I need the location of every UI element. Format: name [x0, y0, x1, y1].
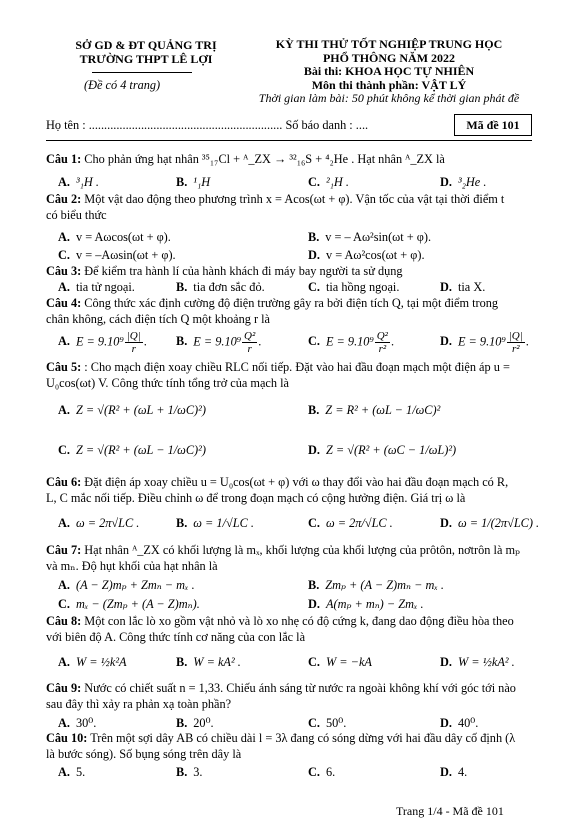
question-7: Câu 7: Hạt nhân ᴬ_ZX có khối lượng là mₓ, khối lượng của khối lượng của prôtôn, nơtrôn là mₚ và mₙ. Độ hụt khối của hạt nhân là	[46, 543, 520, 573]
candidate-name-field: Họ tên : ............................................................... Số báo danh : ....	[46, 118, 369, 132]
q2-option-a[interactable]: A. v = Aωcos(ωt + φ).	[58, 230, 171, 244]
q1-option-c[interactable]: C. ²₁H .	[308, 175, 349, 189]
page-footer: Trang 1/4 - Mã đề 101	[396, 804, 504, 818]
q4-option-a[interactable]: A. E = 9.10⁹ $\frac{|Q|}{r}$ .	[58, 330, 147, 355]
exam-title-2: PHỔ THÔNG NĂM 2022	[322, 50, 456, 65]
q5-option-b[interactable]: B. Z = R² + (ωL − 1/ωC)²	[308, 403, 441, 417]
question-number: Câu 1:	[46, 152, 82, 166]
q9-option-a[interactable]: A. 30⁰.	[58, 716, 97, 730]
exam-time: Thời gian làm bài: 50 phút không kể thời gian phát đề	[258, 91, 520, 106]
q10-option-b[interactable]: B. 3.	[176, 765, 203, 779]
q5-option-c[interactable]: C. Z = √(R² + (ωL − 1/ωC)²)	[58, 443, 206, 457]
q8-option-b[interactable]: B. W = kA² .	[176, 655, 241, 669]
q7-option-b[interactable]: B. Zmₚ + (A − Z)mₙ − mₓ .	[308, 578, 444, 592]
header-left	[46, 38, 246, 66]
q6-option-c[interactable]: C. ω = 2π/√LC .	[308, 516, 393, 530]
q6-option-a[interactable]: A. ω = 2π√LC .	[58, 516, 140, 530]
question-2: Câu 2: Một vật dao động theo phương trình x = Acos(ωt + φ). Vận tốc của vật tại thời điểm t có biểu thức	[46, 192, 505, 222]
q7-option-c[interactable]: C. mₓ − (Zmₚ + (A − Z)mₙ).	[58, 597, 200, 611]
q1-option-d[interactable]: D. ³₂He .	[440, 175, 487, 189]
q8-option-a[interactable]: A. W = ½k²A	[58, 655, 127, 669]
question-6: Câu 6: Đặt điện áp xoay chiều u = U₀cos(ωt + φ) với ω thay đổi vào hai đầu đoạn mạch có R, L, C mắc nối tiếp. Điều chỉnh ω để trong đoạn mạch có cộng hưởng điện. Giá trị ω là	[46, 475, 509, 505]
q1-option-b[interactable]: B. ¹₁H	[176, 175, 211, 189]
q5-option-d[interactable]: D. Z = √(R² + (ωC − 1/ωL)²)	[308, 443, 457, 457]
exam-title-1: KỲ THI THỬ TỐT NGHIỆP TRUNG HỌC	[275, 37, 503, 51]
exam-code-box: Mã đề 101	[454, 114, 532, 136]
q6-option-d[interactable]: D. ω = 1/(2π√LC) .	[440, 516, 540, 530]
q1-option-a[interactable]: A. ³₁H .	[58, 175, 99, 189]
q2-option-c[interactable]: C. v = –Aωsin(ωt + φ).	[58, 248, 176, 262]
question-10: Câu 10: Trên một sợi dây AB có chiều dài l = 3λ đang có sóng dừng với hai đầu dây cố định (λ là bước sóng). Số bụng sóng trên dây là	[46, 731, 516, 761]
q3-option-b[interactable]: B. tia đơn sắc đỏ.	[176, 280, 265, 294]
q2-option-b[interactable]: B. v = – Aω²sin(ωt + φ).	[308, 230, 432, 244]
q6-option-b[interactable]: B. ω = 1/√LC .	[176, 516, 254, 530]
question-9: Câu 9: Nước có chiết suất n = 1,33. Chiếu ánh sáng từ nước ra ngoài không khí với góc tới nào sau đây thì xảy ra phản xạ toàn phần?	[46, 681, 516, 711]
q3-option-d[interactable]: D. tia X.	[440, 280, 486, 294]
q10-option-a[interactable]: A. 5.	[58, 765, 86, 779]
q9-option-b[interactable]: B. 20⁰.	[176, 716, 214, 730]
q4-option-c[interactable]: C. E = 9.10⁹ $\frac{\text{Q²}}{\text{r²}}$ .	[308, 330, 395, 355]
question-5: Câu 5: : Cho mạch điện xoay chiều RLC nối tiếp. Đặt vào hai đầu đoạn mạch một điện áp u = U₀cos(ωt) V. Công thức tính tổng trở của mạch là	[46, 360, 510, 390]
question-stem: Cho phản ứng hạt nhân ³⁵₁₇Cl + ᴬ_ZX → ³²₁₆S + ⁴₂He . Hạt nhân ᴬ_ZX là	[84, 152, 445, 166]
q8-option-c[interactable]: C. W = −kA	[308, 655, 372, 669]
department-name: SỞ GD & ĐT QUẢNG TRỊ	[75, 38, 217, 52]
school-name: TRƯỜNG THPT LÊ LỢI	[79, 52, 213, 66]
q10-option-d[interactable]: D. 4.	[440, 765, 468, 779]
q2-option-d[interactable]: D. v = Aω²cos(ωt + φ).	[308, 248, 425, 262]
q10-option-c[interactable]: C. 6.	[308, 765, 336, 779]
question-8: Câu 8: Một con lắc lò xo gồm vật nhỏ và lò xo nhẹ có độ cứng k, đang dao động điều hòa theo với biên độ A. Công thức tính cơ năng của con lắc là	[46, 614, 514, 644]
q7-option-a[interactable]: A. (A − Z)mₚ + Zmₙ − mₓ .	[58, 578, 195, 592]
page-count-note: (Đề có 4 trang)	[84, 78, 161, 92]
header-right	[228, 38, 550, 106]
question-3: Câu 3: Để kiểm tra hành lí của hành khách đi máy bay người ta sử dụng	[46, 264, 403, 278]
header-divider	[92, 72, 192, 73]
q7-option-d[interactable]: D. A(mₚ + mₙ) − Zmₓ .	[308, 597, 424, 611]
question-1	[46, 151, 531, 167]
q3-option-a[interactable]: A. tia tử ngoại.	[58, 280, 135, 294]
q9-option-d[interactable]: D. 40⁰.	[440, 716, 479, 730]
exam-subject: Môn thi thành phần: VẬT LÝ	[311, 77, 467, 92]
question-4: Câu 4: Công thức xác định cường độ điện trường gây ra bởi điện tích Q, tại một điểm trong chân không, cách điện tích Q một khoảng r là	[46, 296, 499, 326]
q5-option-a[interactable]: A. Z = √(R² + (ωL + 1/ωC)²)	[58, 403, 206, 417]
q4-option-b[interactable]: B. E = 9.10⁹ $\frac{\text{Q²}}{r}$ .	[176, 330, 262, 355]
header-bottom-rule	[46, 140, 532, 141]
exam-subject-group: Bài thi: KHOA HỌC TỰ NHIÊN	[303, 64, 475, 79]
q4-option-d[interactable]: D. E = 9.10⁹ $\frac{|Q|}{\text{r²}}$ .	[440, 330, 529, 355]
q8-option-d[interactable]: D. W = ½kA² .	[440, 655, 515, 669]
q3-option-c[interactable]: C. tia hồng ngoại.	[308, 280, 400, 294]
q9-option-c[interactable]: C. 50⁰.	[308, 716, 347, 730]
